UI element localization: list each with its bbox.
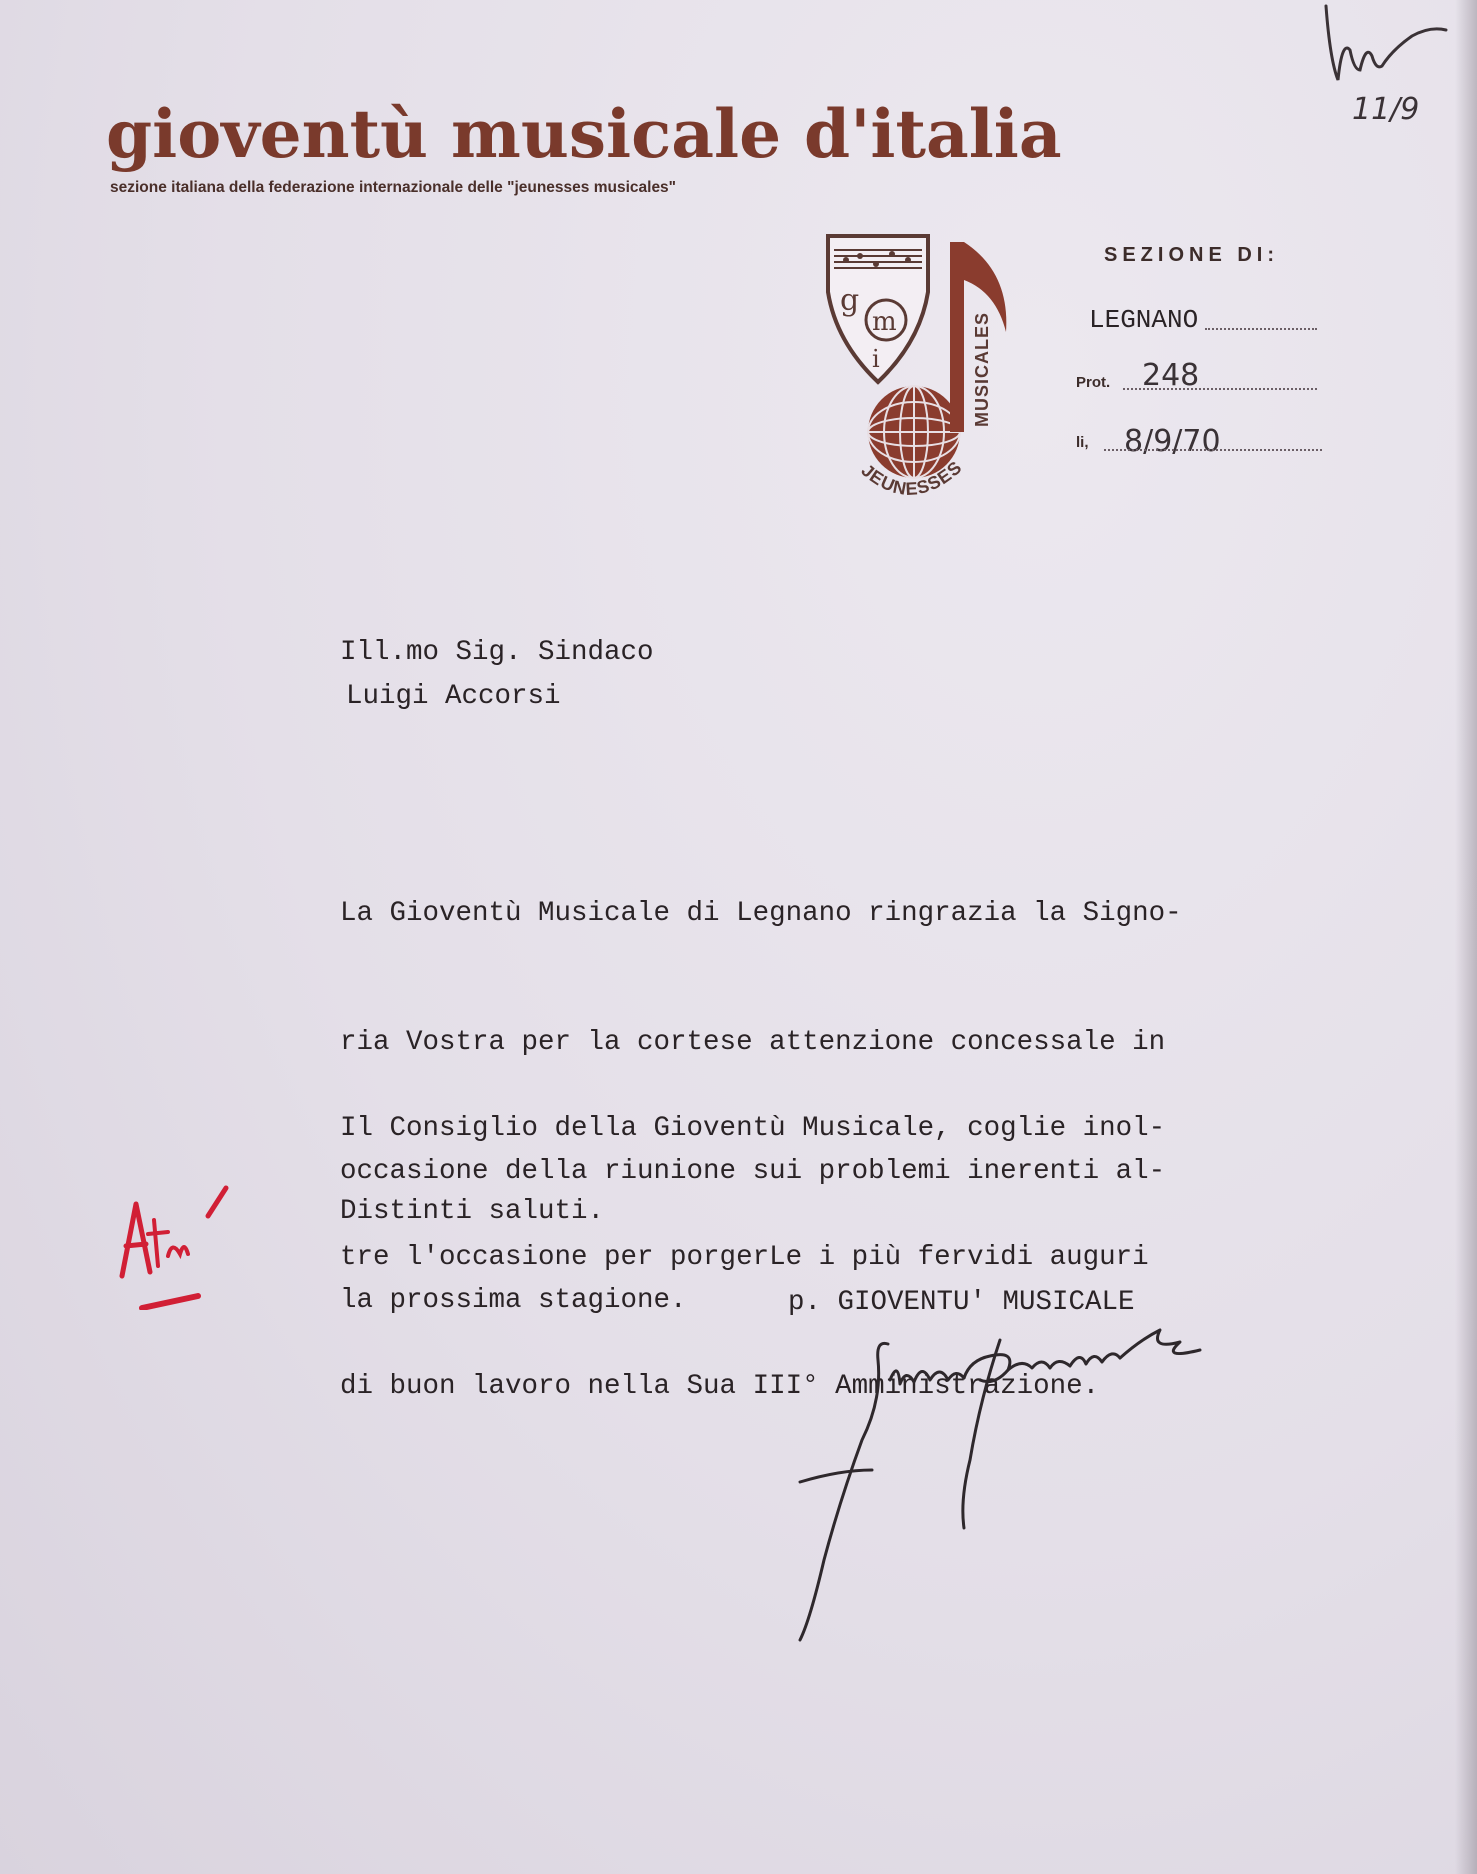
sezione-dotted-line — [1205, 328, 1317, 330]
letterhead-subtitle: sezione italiana della federazione internazionale delle "jeunesses musicales" — [110, 179, 677, 196]
svg-text:m: m — [872, 307, 897, 337]
paragraph-1-line: La Gioventù Musicale di Legnano ringrazia la Signo- — [340, 898, 1182, 929]
letterhead-title: gioventù musicale d'italia — [106, 95, 1062, 173]
addressee-line-2: Luigi Accorsi — [346, 681, 561, 712]
date-dotted-line — [1104, 449, 1322, 451]
page-edge-shadow — [1455, 0, 1477, 1874]
date-value: 8/9/70 — [1124, 424, 1221, 459]
date-label: li, — [1076, 434, 1089, 451]
paragraph-1-line: occasione della riunione sui problemi inerenti al- — [340, 1156, 1166, 1187]
paragraph-1-line: ria Vostra per la cortese attenzione concessale in — [340, 1027, 1166, 1058]
addressee-line-1: Ill.mo Sig. Sindaco — [340, 637, 654, 668]
logo-ring-text-right: MUSICALES — [972, 311, 992, 427]
red-annotation-mark-icon — [110, 1180, 260, 1310]
paragraph-1-line: la prossima stagione. — [340, 1285, 687, 1316]
logo-ring-text-bottom: JEUNESSES — [857, 456, 967, 499]
prot-value: 248 — [1142, 358, 1200, 393]
handwritten-signature-icon — [780, 1320, 1260, 1660]
paragraph-2-line: Il Consiglio della Gioventù Musicale, coglie inol- — [340, 1113, 1166, 1144]
prot-label: Prot. — [1076, 374, 1111, 391]
svg-text:i: i — [872, 345, 880, 373]
initials-scrawl-icon — [1320, 0, 1477, 160]
paragraph-2-line: tre l'occasione per porgerLe i più fervidi auguri — [340, 1242, 1149, 1273]
sezione-value: LEGNANO — [1089, 305, 1199, 335]
top-right-number: 11/9 — [1352, 92, 1420, 127]
sign-off: p. GIOVENTU' MUSICALE — [788, 1287, 1135, 1318]
prot-dotted-line — [1123, 388, 1317, 390]
sezione-label: SEZIONE DI: — [1104, 244, 1280, 266]
svg-text:g: g — [840, 283, 860, 318]
closing: Distinti saluti. — [340, 1196, 605, 1227]
paragraph-2-line: di buon lavoro nella Sua III° Amministrazione. — [340, 1371, 1100, 1402]
jeunesses-musicales-logo-icon — [820, 232, 1020, 512]
